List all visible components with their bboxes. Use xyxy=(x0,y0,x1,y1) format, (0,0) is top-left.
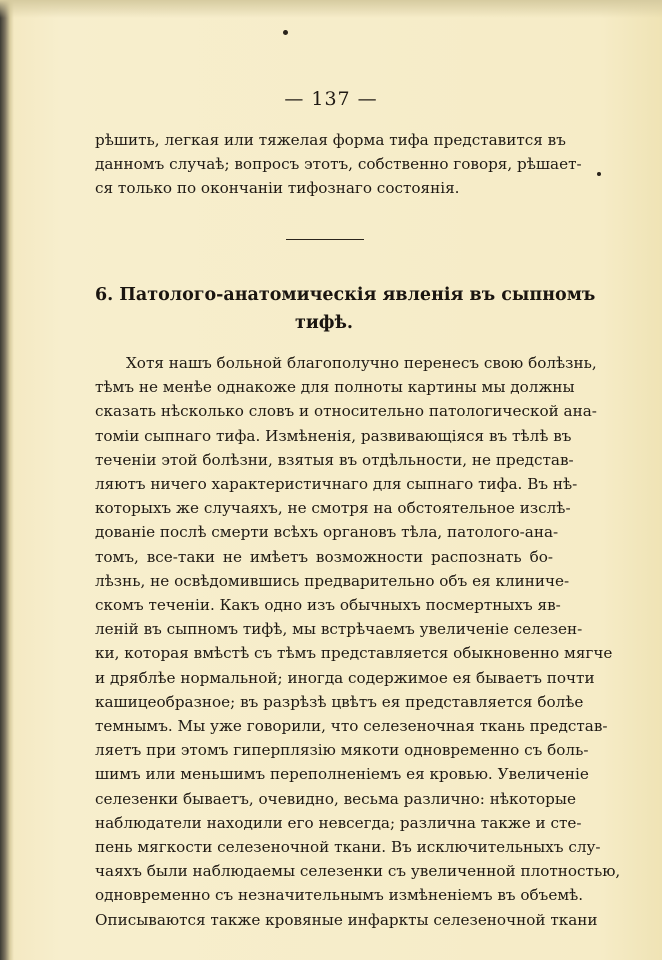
body-line: сказать нѣсколько словъ и относительно патологической ана- xyxy=(95,402,597,421)
section-divider xyxy=(286,239,364,240)
body-line: томіи сыпнаго тифа. Измѣненія, развивающіяся въ тѣлѣ въ xyxy=(95,426,572,445)
ink-speck xyxy=(597,172,601,176)
body-line: шимъ или меньшимъ переполненіемъ ея кровью. Увеличеніе xyxy=(95,765,589,784)
body-line: теченіи этой болѣзни, взятыя въ отдѣльности, не представ- xyxy=(95,450,574,469)
page-number: — 137 — xyxy=(284,88,378,110)
body-line: селезенки бываетъ, очевидно, весьма различно: нѣкоторые xyxy=(95,789,576,808)
top-page-edge xyxy=(0,0,662,18)
body-line: чаяхъ были наблюдаемы селезенки съ увеличенной плотностью, xyxy=(95,862,621,881)
intro-line: данномъ случаѣ; вопросъ этотъ, собственно говоря, рѣшает- xyxy=(95,155,582,173)
body-line: пень мягкости селезеночной ткани. Въ исключительныхъ слу- xyxy=(95,838,601,856)
body-line: темнымъ. Мы уже говорили, что селезеночная ткань представ- xyxy=(95,717,608,735)
section-heading-line: 6. Патолого-анатомическія явленія въ сыпномъ xyxy=(95,285,596,305)
section-heading-line: тифѣ. xyxy=(294,313,353,333)
body-line: ляетъ при этомъ гиперплязію мякоти одновременно съ боль- xyxy=(95,741,589,760)
body-line: ки, которая вмѣстѣ съ тѣмъ представляется обыкновенно мягче xyxy=(95,644,613,663)
ink-dot xyxy=(283,30,288,35)
body-line: скомъ теченіи. Какъ одно изъ обычныхъ посмертныхъ яв- xyxy=(95,596,561,614)
body-line: одновременно съ незначительнымъ измѣненіемъ въ объемѣ. xyxy=(95,886,584,905)
body-line: Хотя нашъ больной благополучно перенесъ свою болѣзнь, xyxy=(126,354,597,372)
intro-line: ся только по окончаніи тифознаго состоянія. xyxy=(95,179,460,197)
body-line: и дряблѣе нормальной; иногда содержимое ея бываетъ почти xyxy=(95,668,595,687)
body-line: леній въ сыпномъ тифѣ, мы встрѣчаемъ увеличеніе селезен- xyxy=(95,620,583,639)
body-line: лѣзнь, не освѣдомившись предварительно объ ея клиниче- xyxy=(95,571,570,590)
body-line: томъ, все-таки не имѣетъ возможности распознать бо- xyxy=(95,547,553,566)
body-line: которыхъ же случаяхъ, не смотря на обстоятельное изслѣ- xyxy=(95,499,571,518)
body-line: наблюдатели находили его невсегда; различна также и сте- xyxy=(95,813,582,832)
body-line: дованіе послѣ смерти всѣхъ органовъ тѣла, патолого-ана- xyxy=(95,523,559,542)
intro-line: рѣшить, легкая или тяжелая форма тифа представится въ xyxy=(95,131,566,149)
body-line: тѣмъ не менѣе однакоже для полноты картины мы должны xyxy=(95,378,575,397)
binding-shadow xyxy=(0,0,14,960)
body-line: ляютъ ничего характеристичнаго для сыпнаго тифа. Въ нѣ- xyxy=(95,475,578,493)
body-line: Описываются также кровяные инфаркты селезеночной ткани xyxy=(95,910,598,929)
body-line: кашицеобразное; въ разрѣзѣ цвѣтъ ея представляется болѣе xyxy=(95,692,584,711)
